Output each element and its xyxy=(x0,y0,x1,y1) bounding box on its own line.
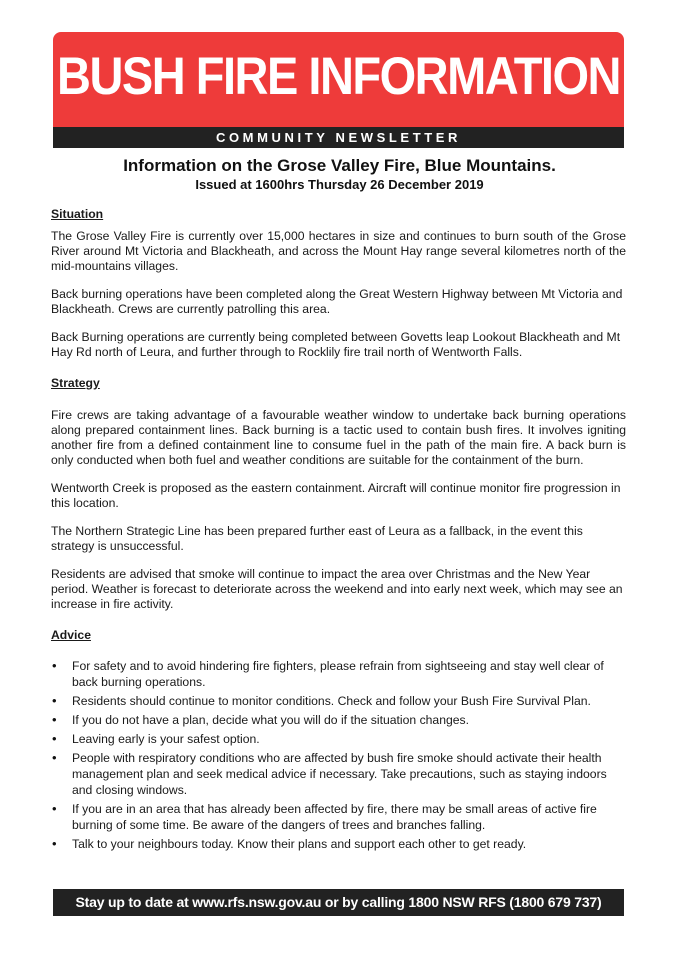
header-title: BUSH FIRE INFORMATION xyxy=(57,45,620,106)
header-banner xyxy=(53,32,624,127)
strategy-paragraph: Wentworth Creek is proposed as the eastern containment. Aircraft will continue monitor fire progression in this location. xyxy=(51,481,621,510)
advice-list xyxy=(51,658,626,852)
situation-paragraph: Back burning operations have been completed along the Great Western Highway between Mt Victoria and Blackheath. Crews are currently patrolling this area. xyxy=(51,287,623,316)
list-item xyxy=(51,658,626,690)
situation-heading: Situation xyxy=(51,207,104,221)
advice-item-text: People with respiratory conditions who are affected by bush fire smoke should activate their health management plan and seek medical advice if necessary. Take precautions, such as staying indoors and closing windows. xyxy=(72,751,607,797)
list-item xyxy=(51,693,626,709)
bullet-icon: • xyxy=(52,750,57,765)
bullet-icon: • xyxy=(52,658,57,673)
footer-contact-bar: Stay up to date at www.rfs.nsw.gov.au or by calling 1800 NSW RFS (1800 679 737) xyxy=(53,889,624,916)
bullet-icon: • xyxy=(52,836,57,851)
list-item xyxy=(51,731,626,747)
advice-item-text: Residents should continue to monitor conditions. Check and follow your Bush Fire Survival Plan. xyxy=(72,694,591,708)
strategy-paragraph: Fire crews are taking advantage of a favourable weather window to undertake back burning operations along prepared containment lines. Back burning is a tactic used to contain bush fires. It involves igniting another fire from a defined containment line to consume fuel in the path of the main fire. A back burn is only conducted when both fuel and weather conditions are suitable for the containment of the burn. xyxy=(51,408,626,467)
list-item xyxy=(51,712,626,728)
issued-line: Issued at 1600hrs Thursday 26 December 2019 xyxy=(195,177,484,192)
situation-paragraph: The Grose Valley Fire is currently over 15,000 hectares in size and continues to burn south of the Grose River around Mt Victoria and Blackheath, and across the Mount Hay range several kilometres north of the mid-mountains villages. xyxy=(51,229,626,273)
strategy-heading: Strategy xyxy=(51,376,100,390)
strategy-paragraph: The Northern Strategic Line has been prepared further east of Leura as a fallback, in the event this strategy is unsuccessful. xyxy=(51,524,583,553)
strategy-paragraph: Residents are advised that smoke will continue to impact the area over Christmas and the New Year period. Weather is forecast to deteriorate across the weekend and into early next week, which may see an increase in fire activity. xyxy=(51,567,623,611)
situation-paragraph: Back Burning operations are currently being completed between Govetts leap Lookout Blackheath and Mt Hay Rd north of Leura, and further through to Rocklily fire trail north of Wentworth Falls. xyxy=(51,330,621,359)
advice-item-text: For safety and to avoid hindering fire fighters, please refrain from sightseeing and stay well clear of back burning operations. xyxy=(72,659,604,689)
newsletter-body xyxy=(51,207,626,855)
list-item xyxy=(51,801,626,833)
advice-heading: Advice xyxy=(51,628,91,642)
list-item xyxy=(51,750,626,798)
advice-item-text: If you are in an area that has already been affected by fire, there may be small areas of active fire burning of some time. Be aware of the dangers of trees and branches falling. xyxy=(72,802,597,832)
bullet-icon: • xyxy=(52,693,57,708)
advice-item-text: Leaving early is your safest option. xyxy=(72,732,260,746)
advice-item-text: If you do not have a plan, decide what you will do if the situation changes. xyxy=(72,713,470,727)
header-subtitle: COMMUNITY NEWSLETTER xyxy=(53,127,624,148)
bullet-icon: • xyxy=(52,731,57,746)
advice-item-text: Talk to your neighbours today. Know their plans and support each other to get ready. xyxy=(72,837,527,851)
document-title: Information on the Grose Valley Fire, Blue Mountains. xyxy=(123,156,556,175)
list-item xyxy=(51,836,626,852)
bullet-icon: • xyxy=(52,801,57,816)
bullet-icon: • xyxy=(52,712,57,727)
